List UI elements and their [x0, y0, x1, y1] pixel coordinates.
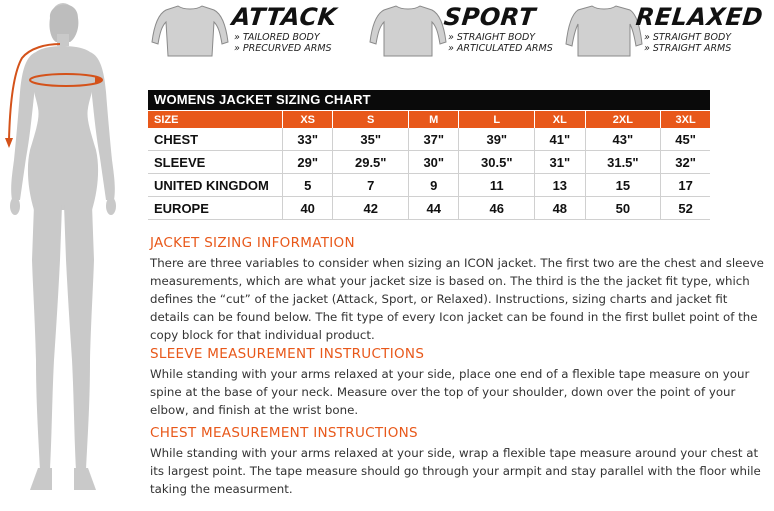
table-cell: 31.5" [585, 151, 661, 174]
fit-attack-name: ATTACK [230, 3, 339, 31]
table-cell: 29" [283, 151, 333, 174]
jacket-attack-icon [150, 2, 230, 60]
row-label: UNITED KINGDOM [148, 174, 283, 197]
row-label: CHEST [148, 128, 283, 151]
fit-relaxed [564, 0, 772, 62]
jacket-sizing-information-section [150, 234, 770, 344]
table-cell: 32" [661, 151, 710, 174]
fit-sport-note-2: » ARTICULATED ARMS [448, 43, 553, 54]
table-cell: 43" [585, 128, 661, 151]
column-header-3xl: 3XL [661, 111, 710, 128]
table-cell: 41" [535, 128, 585, 151]
sizing-table [148, 111, 710, 220]
table-row-europe [148, 197, 710, 220]
fit-relaxed-note-2: » STRAIGHT ARMS [644, 43, 732, 54]
table-cell: 35" [333, 128, 409, 151]
column-header-s: S [333, 111, 409, 128]
table-cell: 30" [409, 151, 459, 174]
column-header-m: M [409, 111, 459, 128]
table-cell: 29.5" [333, 151, 409, 174]
section-heading: JACKET SIZING INFORMATION [150, 235, 355, 251]
table-cell: 39" [459, 128, 535, 151]
table-cell: 7 [333, 174, 409, 197]
fit-relaxed-note-1: » STRAIGHT BODY [644, 32, 732, 43]
fit-sport [368, 0, 568, 62]
table-row-chest [148, 128, 710, 151]
sizing-chart-title: WOMENS JACKET SIZING CHART [148, 90, 710, 110]
column-header-xs: XS [283, 111, 333, 128]
table-cell: 37" [409, 128, 459, 151]
table-cell: 52 [661, 197, 710, 220]
sizing-table-header-row [148, 111, 710, 128]
table-cell: 13 [535, 174, 585, 197]
table-row-sleeve [148, 151, 710, 174]
table-row-united-kingdom [148, 174, 710, 197]
table-cell: 9 [409, 174, 459, 197]
section-heading: CHEST MEASUREMENT INSTRUCTIONS [150, 425, 418, 441]
fit-relaxed-name: RELAXED [634, 3, 765, 31]
table-cell: 31" [535, 151, 585, 174]
table-cell: 42 [333, 197, 409, 220]
sleeve-measurement-section [150, 345, 770, 419]
jacket-sport-icon [368, 2, 448, 60]
table-cell: 44 [409, 197, 459, 220]
row-label: EUROPE [148, 197, 283, 220]
fit-attack-note-2: » PRECURVED ARMS [234, 43, 332, 54]
jacket-relaxed-icon [564, 2, 644, 60]
column-header-l: L [459, 111, 535, 128]
table-cell: 45" [661, 128, 710, 151]
fit-sport-name: SPORT [442, 3, 538, 31]
section-body: While standing with your arms relaxed at your side, wrap a flexible tape measure around your chest at its largest point. The tape measure should go through your armpit and stay parallel with the floor while taking the measurment. [150, 446, 761, 496]
table-cell: 5 [283, 174, 333, 197]
chest-measurement-section [150, 424, 770, 498]
table-cell: 48 [535, 197, 585, 220]
column-header-xl: XL [535, 111, 585, 128]
table-cell: 17 [661, 174, 710, 197]
section-heading: SLEEVE MEASUREMENT INSTRUCTIONS [150, 346, 425, 362]
table-cell: 40 [283, 197, 333, 220]
table-cell: 50 [585, 197, 661, 220]
section-body: While standing with your arms relaxed at your side, place one end of a flexible tape measure on your spine at the base of your neck. Measure over the top of your shoulder, down over the point of your elbow, and finish at the wrist bone. [150, 367, 750, 417]
fit-sport-note-1: » STRAIGHT BODY [448, 32, 536, 43]
section-body: There are three variables to consider when sizing an ICON jacket. The first two are the chest and sleeve measurements, which are what your jacket size is based on. The third is the the jacket fit type, which defines the “cut” of the jacket (Attack, Sport, or Relaxed). Instructions, sizing charts and jacket fit details can be found below. The fit type of every Icon jacket can be found in the first bullet point of the copy block for that individual product. [150, 256, 764, 342]
table-cell: 30.5" [459, 151, 535, 174]
column-header-size: SIZE [148, 111, 283, 128]
table-cell: 11 [459, 174, 535, 197]
woman-silhouette-figure [0, 0, 135, 506]
table-cell: 33" [283, 128, 333, 151]
column-header-2xl: 2XL [585, 111, 661, 128]
row-label: SLEEVE [148, 151, 283, 174]
table-cell: 46 [459, 197, 535, 220]
table-cell: 15 [585, 174, 661, 197]
fit-attack [150, 0, 355, 62]
fit-attack-note-1: » TAILORED BODY [234, 32, 320, 43]
